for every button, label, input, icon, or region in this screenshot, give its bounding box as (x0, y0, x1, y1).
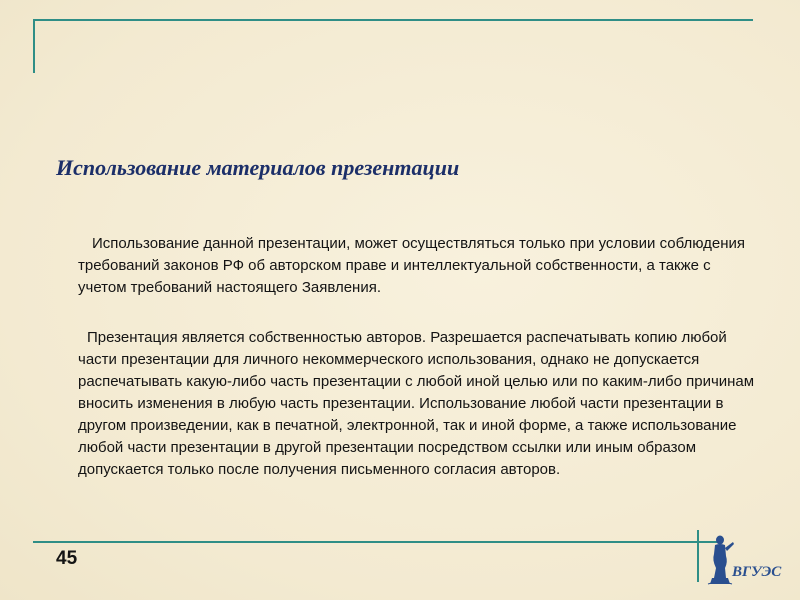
bottom-accent-line (697, 530, 699, 582)
left-accent-line (33, 19, 35, 73)
university-emblem-icon (704, 532, 784, 586)
page-number: 45 (56, 548, 78, 569)
slide-body (78, 233, 758, 481)
slide-title: Использование материалов презентации (56, 155, 460, 180)
bottom-divider-line (33, 541, 719, 543)
logo-text: ВГУЭС (732, 564, 782, 580)
paragraph-usage-conditions: Использование данной презентации, может осуществляться только при условии соблюдения требований законов РФ об авторском праве и интеллектуальной собственности, а также с учетом требований настоящего Заявления. (78, 235, 746, 296)
top-divider-line (33, 19, 753, 21)
paragraph-copyright-notice: Презентация является собственностью авторов. Разрешается распечатывать копию любой части презентации для личного некоммерческого использования, однако не допускается распечатывать какую-либо часть презентации с любой иной целью или по каким-либо причинам вносить изменения в любую часть презентации. Использование любой части презентации в другом произведении, как в печатной, электронной, так и иной форме, а также использование любой части презентации в другой презентации посредством ссылки или иным образом допускается только после получения письменного согласия авторов. (78, 329, 755, 478)
